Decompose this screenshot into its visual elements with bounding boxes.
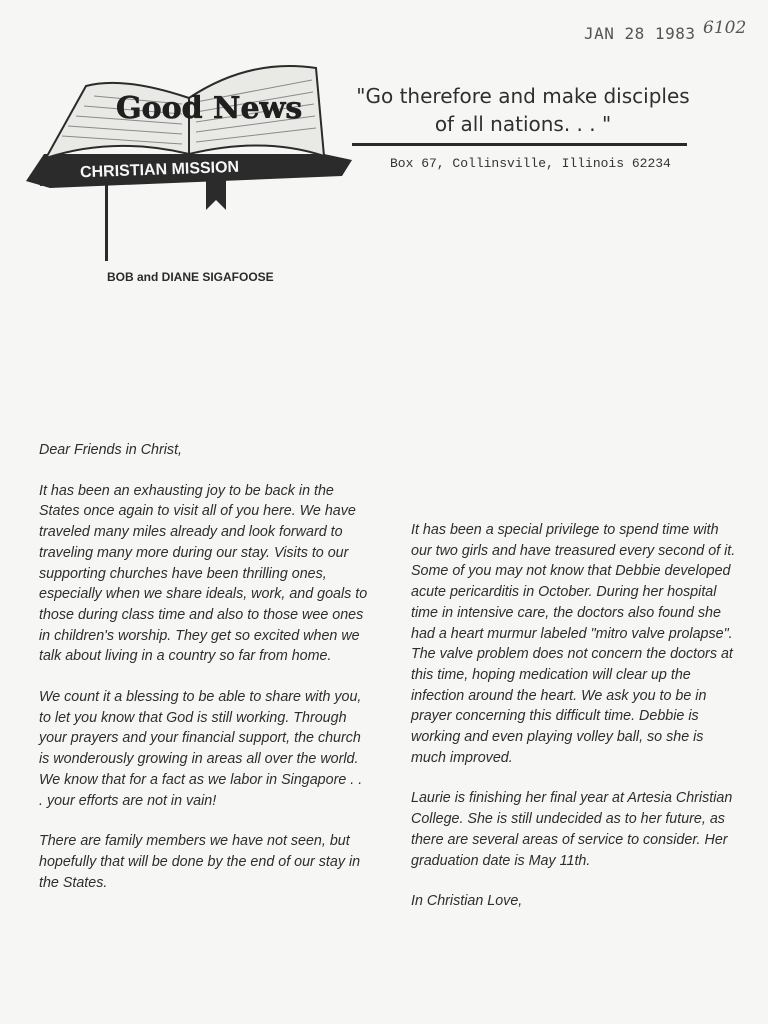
logo-good-news-text: Good News [116,91,303,126]
letter-left-column [39,440,369,913]
received-date-stamp: JAN 28 1983 [584,24,696,43]
letter-greeting: Dear Friends in Christ, [39,442,183,458]
letter-paragraph-3: There are family members we have not seen, but hopefully that will be done by the end of our stay in the States. [39,833,361,891]
letter-paragraph-2: We count it a blessing to be able to share with you, to let you know that God is still working. Through your prayers and your financial support, the church is wonderously growing in areas all over the world. We know that for a fact as we labor in Singapore . . . your efforts are not in vain! [39,689,363,809]
scripture-quote [338,82,708,138]
good-news-logo [24,58,354,268]
handwritten-note: 6102 [703,18,747,38]
quote-line-1: "Go therefore and make disciples [356,84,690,108]
letter-paragraph-5: Laurie is finishing her final year at Artesia Christian College. She is still undecided as to her future, as there are several areas of service to consider. Her graduation date is May 11th. [411,790,733,869]
open-bible-icon [24,58,354,263]
missionary-names: BOB and DIANE SIGAFOOSE [107,270,274,284]
letter-paragraph-4: It has been a special privilege to spend time with our two girls and have treasured every second of it. Some of you may not know that Debbie developed acute pericarditis in October. During her hospital time in intensive care, the doctors also found she had a heart murmur labeled "mitro valve prolapse". The valve problem does not concern the doctors at this time, hoping medication will clear up the infection around the heart. We ask you to be in prayer concerning this difficult time. Debbie is working and even playing volley ball, so she is much improved. [411,522,736,766]
letter-right-column [411,520,736,932]
header-rule [352,143,687,146]
letter-paragraph-1: It has been an exhausting joy to be back in the States once again to visit all of you here. We have traveled many miles already and look forward to traveling many more during our stay. Visits to our supporting churches have been thrilling ones, especially when we share ideals, work, and goals to those during class time and also to those wee ones in children's worship. They get so excited when we talk about living in a country so far from home. [39,482,368,665]
quote-line-2: of all nations. . . " [434,112,612,136]
mailing-address: Box 67, Collinsville, Illinois 62234 [390,156,671,171]
letter-closing: In Christian Love, [411,893,523,910]
logo-mission-text: CHRISTIAN MISSION [79,158,240,182]
